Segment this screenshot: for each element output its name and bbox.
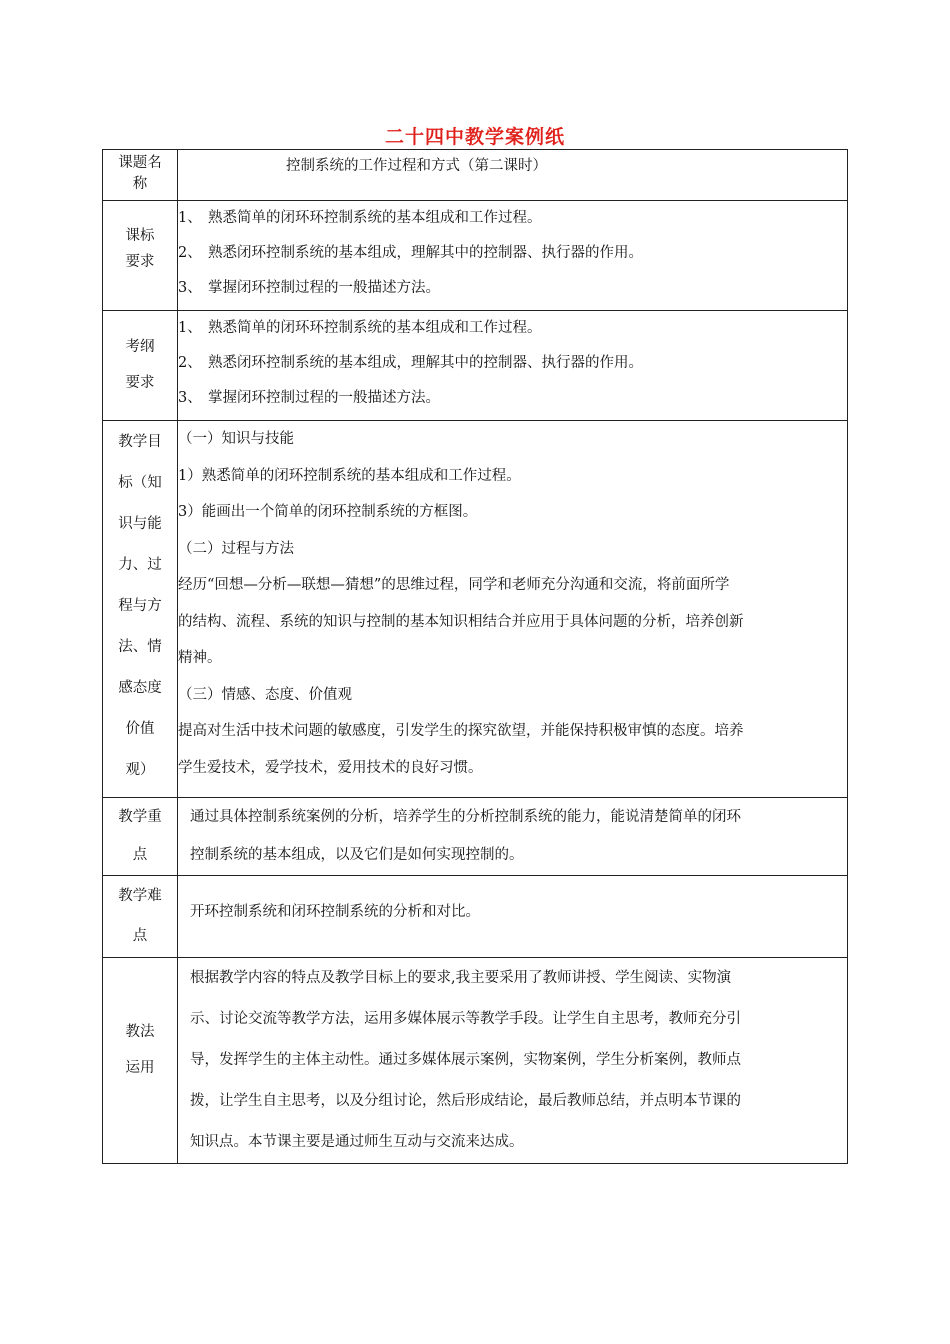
syllabus-cell xyxy=(178,311,848,421)
label-line: 价值 xyxy=(125,721,155,737)
item-text: 熟悉闭环控制系统的基本组成，理解其中的控制器、执行器的作用。 xyxy=(208,245,643,261)
item-number: 3、 xyxy=(178,280,202,296)
topic-text: 控制系统的工作过程和方式（第二课时） xyxy=(286,158,547,174)
label-line: 法、情 xyxy=(118,639,162,655)
label-line: 要求 xyxy=(125,253,155,270)
label-line: 运用 xyxy=(125,1059,155,1076)
difficulties-text: 开环控制系统和闭环控制系统的分析和对比。 xyxy=(190,904,480,920)
objectives-line: 1）熟悉简单的闭环控制系统的基本组成和工作过程。 xyxy=(178,467,521,484)
objectives-line: 提高对生活中技术问题的敏感度，引发学生的探究欲望，并能保持积极审慎的态度。培养 xyxy=(178,723,744,739)
methods-line: 拨，让学生自主思考，以及分组讨论，然后形成结论，最后教师总结，并点明本节课的 xyxy=(190,1093,741,1109)
lesson-case-table xyxy=(102,149,848,1164)
objectives-cell xyxy=(178,421,848,798)
objectives-line: 精神。 xyxy=(178,650,222,666)
objectives-line: 的结构、流程、系统的知识与控制的基本知识相结合并应用于具体问题的分析，培养创新 xyxy=(178,613,744,630)
list-item xyxy=(178,311,847,346)
key-points-line: 控制系统的基本组成，以及它们是如何实现控制的。 xyxy=(190,847,524,863)
item-number: 1、 xyxy=(178,210,202,226)
objectives-label xyxy=(103,421,178,798)
list-item xyxy=(178,236,847,271)
objectives-line: 学生爱技术，爱学技术，爱用技术的良好习惯。 xyxy=(178,759,483,776)
item-text: 熟悉简单的闭环环控制系统的基本组成和工作过程。 xyxy=(208,210,542,226)
objectives-line: （三）情感、态度、价值观 xyxy=(178,686,352,703)
difficulties-row xyxy=(103,876,848,958)
label-line: 点 xyxy=(132,928,148,944)
item-number: 2、 xyxy=(178,355,202,371)
label-line: 点 xyxy=(132,847,148,863)
methods-cell xyxy=(178,958,848,1164)
label-line: 感态度 xyxy=(118,680,162,696)
key-points-cell xyxy=(178,798,848,876)
methods-line: 根据教学内容的特点及教学目标上的要求,我主要采用了教师讲授、学生阅读、实物演 xyxy=(190,970,732,986)
label-line: 标（知 xyxy=(118,475,162,491)
methods-line: 示、讨论交流等教学方法，运用多媒体展示等教学手段。让学生自主思考，教师充分引 xyxy=(190,1011,741,1027)
item-text: 掌握闭环控制过程的一般描述方法。 xyxy=(208,390,440,406)
label-line: 教学重 xyxy=(118,809,162,825)
topic-label xyxy=(103,150,178,201)
objectives-line: 经历“回想—分析—联想—猜想”的思维过程，同学和老师充分沟通和交流，将前面所学 xyxy=(178,577,730,593)
curriculum-cell xyxy=(178,201,848,311)
methods-row xyxy=(103,958,848,1164)
item-number: 3、 xyxy=(178,390,202,406)
objectives-line: 3）能画出一个简单的闭环控制系统的方框图。 xyxy=(178,504,478,520)
curriculum-row xyxy=(103,201,848,311)
methods-line: 知识点。本节课主要是通过师生互动与交流来达成。 xyxy=(190,1134,524,1150)
item-text: 掌握闭环控制过程的一般描述方法。 xyxy=(208,280,440,296)
key-points-label xyxy=(103,798,178,876)
difficulties-label xyxy=(103,876,178,958)
objectives-line: （二）过程与方法 xyxy=(178,540,294,557)
objectives-line: （一）知识与技能 xyxy=(178,431,294,447)
list-item xyxy=(178,381,847,416)
label-line: 识与能 xyxy=(118,516,162,532)
item-number: 2、 xyxy=(178,245,202,261)
label-line: 要求 xyxy=(125,375,155,391)
list-item xyxy=(178,346,847,381)
label-line: 教学目 xyxy=(118,434,162,450)
key-points-line: 通过具体控制系统案例的分析，培养学生的分析控制系统的能力，能说清楚简单的闭环 xyxy=(190,809,741,825)
label-line: 程与方 xyxy=(118,598,162,614)
difficulties-cell xyxy=(178,876,848,958)
syllabus-row xyxy=(103,311,848,421)
methods-line: 导，发挥学生的主体主动性。通过多媒体展示案例，实物案例，学生分析案例，教师点 xyxy=(190,1052,741,1068)
item-number: 1、 xyxy=(178,320,202,336)
label-line: 课题名 xyxy=(118,155,162,171)
syllabus-label xyxy=(103,311,178,421)
label-line: 称 xyxy=(132,176,148,192)
objectives-row xyxy=(103,421,848,798)
topic-cell xyxy=(178,150,848,201)
label-line: 教法 xyxy=(125,1023,155,1040)
list-item xyxy=(178,201,847,236)
curriculum-label xyxy=(103,201,178,311)
key-points-row xyxy=(103,798,848,876)
document-title: 二十四中教学案例纸 xyxy=(384,126,565,148)
label-line: 教学难 xyxy=(118,888,162,904)
label-line: 力、过 xyxy=(118,557,162,573)
item-text: 熟悉闭环控制系统的基本组成，理解其中的控制器、执行器的作用。 xyxy=(208,355,643,371)
label-line: 考纲 xyxy=(125,339,155,355)
label-line: 观） xyxy=(125,762,155,778)
methods-label xyxy=(103,958,178,1164)
topic-row xyxy=(103,150,848,201)
list-item xyxy=(178,271,847,306)
label-line: 课标 xyxy=(125,227,155,244)
item-text: 熟悉简单的闭环环控制系统的基本组成和工作过程。 xyxy=(208,320,542,336)
